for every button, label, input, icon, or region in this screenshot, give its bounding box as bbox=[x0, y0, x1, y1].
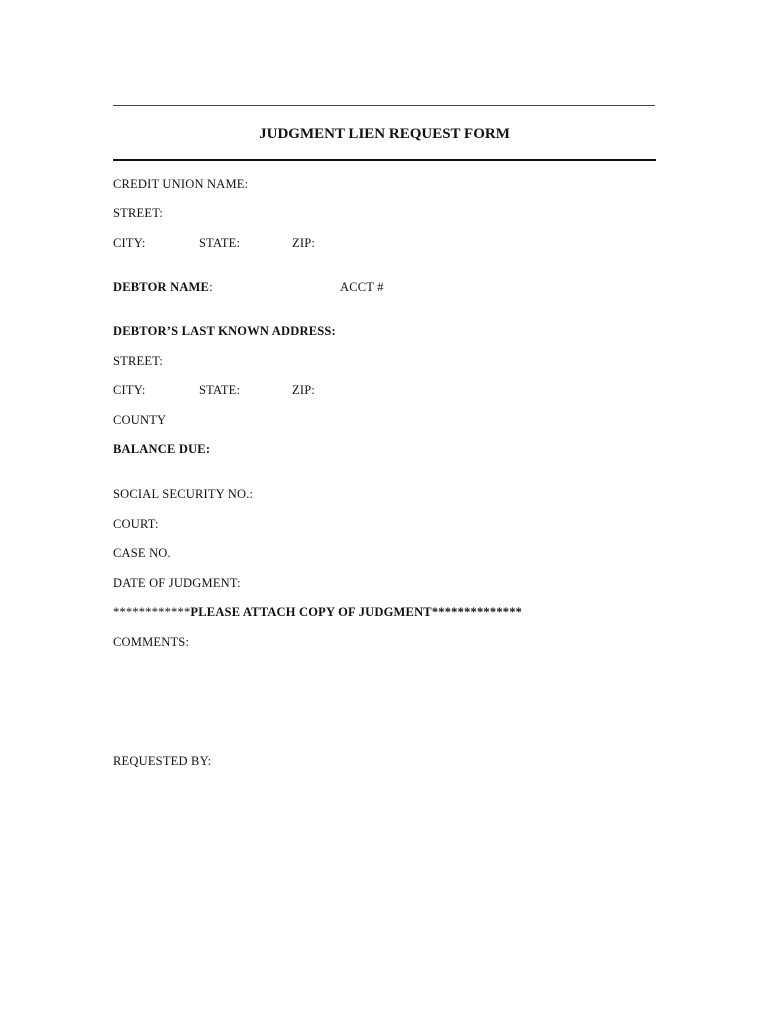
attach-notice-asterisks: ************ bbox=[113, 605, 191, 619]
balance-due-label: BALANCE DUE: bbox=[113, 442, 211, 456]
debtor-name-text: DEBTOR NAME bbox=[113, 280, 210, 294]
debtor-zip-label: ZIP: bbox=[292, 383, 316, 397]
case-no-label: CASE NO. bbox=[113, 546, 171, 560]
top-rule bbox=[113, 105, 655, 106]
debtor-address-heading: DEBTOR’S LAST KNOWN ADDRESS: bbox=[113, 324, 336, 338]
state-label: STATE: bbox=[199, 236, 241, 250]
attach-notice-text: PLEASE ATTACH COPY OF JUDGMENT************** bbox=[190, 605, 523, 619]
city-label: CITY: bbox=[113, 236, 146, 250]
attach-judgment-notice bbox=[113, 605, 522, 620]
comments-label: COMMENTS: bbox=[113, 635, 190, 649]
zip-label: ZIP: bbox=[292, 236, 316, 250]
debtor-name-colon: : bbox=[209, 280, 213, 294]
requested-by-label: REQUESTED BY: bbox=[113, 754, 212, 768]
acct-label: ACCT # bbox=[340, 280, 384, 294]
date-of-judgment-label: DATE OF JUDGMENT: bbox=[113, 576, 241, 590]
title-underline bbox=[113, 159, 656, 161]
debtor-city-label: CITY: bbox=[113, 383, 146, 397]
court-label: COURT: bbox=[113, 517, 159, 531]
ssn-label: SOCIAL SECURITY NO.: bbox=[113, 487, 254, 501]
street-label: STREET: bbox=[113, 206, 164, 220]
credit-union-name-label: CREDIT UNION NAME: bbox=[113, 177, 249, 191]
debtor-street-label: STREET: bbox=[113, 354, 164, 368]
county-label: COUNTY bbox=[113, 413, 167, 427]
debtor-state-label: STATE: bbox=[199, 383, 241, 397]
debtor-name-label bbox=[113, 280, 213, 295]
form-title: JUDGMENT LIEN REQUEST FORM bbox=[259, 126, 510, 142]
